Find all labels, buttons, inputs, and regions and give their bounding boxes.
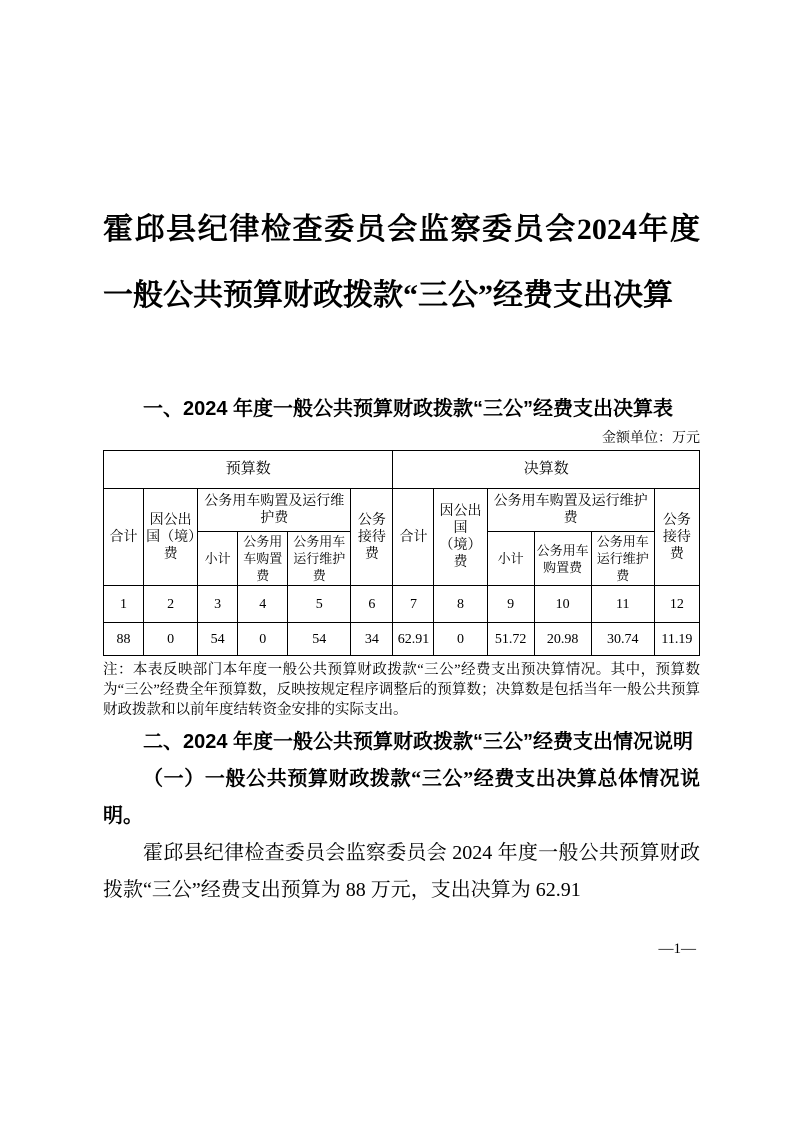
column-number: 8 xyxy=(434,586,487,623)
col-header-final-subtotal: 小计 xyxy=(487,532,534,586)
page-number: —1— xyxy=(658,941,696,957)
column-number: 6 xyxy=(351,586,393,623)
col-header-budget-subtotal: 小计 xyxy=(198,532,238,586)
value-final-total: 62.91 xyxy=(393,623,434,656)
column-number: 2 xyxy=(144,586,198,623)
col-header-budget-vehicle-group: 公务用车购置及运行维护费 xyxy=(198,489,351,532)
column-number: 11 xyxy=(591,586,654,623)
subsection-1-heading: （一）一般公共预算财政拨款“三公”经费支出决算总体情况说明。 xyxy=(103,768,700,827)
column-number: 10 xyxy=(534,586,591,623)
value-budget-total: 88 xyxy=(104,623,144,656)
col-header-budget-total: 合计 xyxy=(104,489,144,586)
col-header-final-total: 合计 xyxy=(393,489,434,586)
sangong-expense-table xyxy=(103,450,700,656)
value-final-reception: 11.19 xyxy=(654,623,699,656)
col-header-budget-maintenance: 公务用车运行维护费 xyxy=(288,532,351,586)
col-header-final-maintenance: 公务用车运行维护费 xyxy=(591,532,654,586)
col-header-budget-purchase: 公务用车购置费 xyxy=(238,532,288,586)
value-final-vehicle-purchase: 20.98 xyxy=(534,623,591,656)
group-header-budget: 预算数 xyxy=(104,451,393,489)
col-header-budget-abroad: 因公出国（境）费 xyxy=(144,489,198,586)
value-budget-vehicle-maintenance: 54 xyxy=(288,623,351,656)
column-number: 12 xyxy=(654,586,699,623)
table-note: 注：本表反映部门本年度一般公共预算财政拨款“三公”经费支出预决算情况。其中，预算数为“三公”经费全年预算数，反映按规定程序调整后的预算数；决算数是包括当年一般公共预算财政拨款和以前年度结转资金安排的实际支出。 xyxy=(103,662,700,718)
column-number: 4 xyxy=(238,586,288,623)
col-header-final-vehicle-group: 公务用车购置及运行维护费 xyxy=(487,489,654,532)
body-paragraph: 霍邱县纪律检查委员会监察委员会 2024 年度一般公共预算财政拨款“三公”经费支出预算为 88 万元，支出决算为 62.91 xyxy=(103,842,700,901)
value-final-vehicle-subtotal: 51.72 xyxy=(487,623,534,656)
section-2-heading: 二、2024 年度一般公共预算财政拨款“三公”经费支出情况说明 xyxy=(143,731,694,753)
document-title: 霍邱县纪律检查委员会监察委员会2024年度一般公共预算财政拨款“三公”经费支出决算 xyxy=(103,213,700,312)
column-number: 3 xyxy=(198,586,238,623)
section-1-heading: 一、2024 年度一般公共预算财政拨款“三公”经费支出决算表 xyxy=(143,398,674,420)
column-number: 5 xyxy=(288,586,351,623)
value-budget-reception: 34 xyxy=(351,623,393,656)
value-budget-vehicle-subtotal: 54 xyxy=(198,623,238,656)
value-row xyxy=(104,623,700,656)
column-number: 7 xyxy=(393,586,434,623)
group-header-final: 决算数 xyxy=(393,451,700,489)
value-budget-abroad: 0 xyxy=(144,623,198,656)
amount-unit-label: 金额单位：万元 xyxy=(602,431,700,446)
value-final-abroad: 0 xyxy=(434,623,487,656)
col-header-final-abroad: 因公出国（境）费 xyxy=(434,489,487,586)
column-number-row xyxy=(104,586,700,623)
col-header-final-purchase: 公务用车购置费 xyxy=(534,532,591,586)
value-final-vehicle-maintenance: 30.74 xyxy=(591,623,654,656)
column-number: 9 xyxy=(487,586,534,623)
column-number: 1 xyxy=(104,586,144,623)
col-header-final-reception: 公务接待费 xyxy=(654,489,699,586)
col-header-budget-reception: 公务接待费 xyxy=(351,489,393,586)
value-budget-vehicle-purchase: 0 xyxy=(238,623,288,656)
